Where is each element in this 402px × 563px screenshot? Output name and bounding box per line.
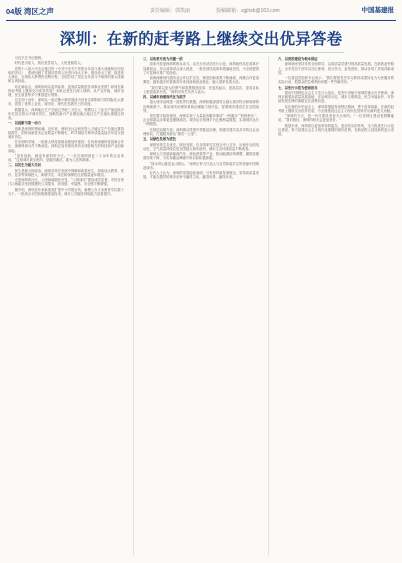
article-paragraph: 在光明科学城，一批重大科技基础设施加快建设；在河套深港科技创新合作区，深港科研合作不断深化。深圳正加快建设具有全球影响力的科技和产业创新高地。: [8, 140, 124, 153]
article-paragraph: 前海深港现代服务业合作区扩区后，制度创新成果不断涌现，深港合作更加紧密。越来越多的香港青年来到前海创业就业，融入国家发展大局。: [143, 76, 259, 85]
editor-credit: 责任编辑：郭凯丽: [150, 8, 191, 14]
article-paragraph: 民生是最大的政治。深圳坚持在发展中保障和改善民生，持续加大教育、医疗、住房等领域投入，新增学位、床位和保障性住房数量逐年增加。: [8, 168, 124, 177]
article-paragraph: 业内人士认为，深圳的发展经验表明，只有坚持新发展理念，坚持高质量发展，才能在激烈的城市竞争中赢得主动、赢得优势、赢得未来。: [143, 171, 259, 180]
column-separator: [133, 56, 134, 556]
newspaper-logo: 中国基建报: [361, 7, 394, 14]
headline-divider: [58, 52, 344, 53]
article-paragraph: “绿水青山就是金山银山。”深圳正努力打造人与自然和谐共生的美丽中国典范城市。: [143, 161, 259, 170]
article-paragraph: 一、以创新为第一动力: [8, 121, 41, 126]
article-paragraph: 党的十八届六中全会通过的《中共中央关于党的百年奋斗重大成就和历史经验的决议》，系统回顾了党团结带领人民进行伟大斗争、建设伟大工程、推进伟大事业、实现伟大梦想的光辉历程，全面总结了党在百年奋斗中取得的重大成就和宝贵经验。: [8, 66, 124, 84]
article-paragraph: 过去四十余年，深圳从一座边陲小镇发展成为具有全球影响力的国际化大都市，创造了世界工业化、城市化、现代化发展史上的奇迹。: [8, 98, 124, 107]
article-column-1: [8, 56, 124, 556]
article-headline: 深圳：在新的赶考路上继续交出优异答卷: [59, 30, 343, 48]
section-label: 04版 湾区之声: [6, 7, 54, 16]
column-separator: [268, 56, 269, 556]
article-paragraph: 四、以城市治理现代化为抓手: [143, 95, 186, 99]
article-paragraph: 站在新的历史起点上，深圳将继续发扬特区精神，勇于改革创新，在新的赶考路上继续交出优异答卷，为全面建设社会主义现代化国家作出新的更大贡献。: [278, 104, 394, 113]
article-paragraph: 走进深圳的社区，公园绿地随处可见，“公园城市”建设成效显著。市民在家门口就能享受到便捷的公共服务，获得感、幸福感、安全感不断增强。: [8, 178, 124, 187]
article-paragraph: 创新是深圳的根和魂。近年来，深圳全社会研发投入占地区生产总值比重持续提升，国家高新技术企业数量不断增长，PCT国际专利申请量连续多年居全国城市首位。: [8, 126, 124, 139]
article-paragraph: 时代是出卷人，我们是答卷人，人民是阅卷人。: [14, 61, 84, 66]
article-paragraph: 在基层治理方面，深圳推动党建引领基层治理，构建共建共治共享的社会治理格局，打通服务群众“最后一公里”。: [143, 127, 259, 136]
contact-email: 投稿邮箱：zgjhsb@163.com: [216, 8, 280, 14]
article-paragraph: 站在新起点，深圳如何以更高标准、更高质量推进各项事业发展？如何在新的赶考路上继续交出优异答卷？本报记者近日深入调研，从产业升级、城市治理、民生改善等多个维度进行观察。: [8, 84, 124, 97]
article-paragraph: 深圳大力发展新能源汽车、绿色建筑等产业，推动能源结构调整，碳排放强度持续下降，为实现碳达峰碳中和目标积极探索。: [143, 152, 259, 161]
article-paragraph: 改革开放是深圳的根本动力。从先行先试到先行示范，深圳始终站在改革开放最前沿。综合改革试点深入推进，一批首创性改革举措落地见效，为全国提供了可复制可推广的经验。: [143, 62, 259, 75]
masthead: [0, 0, 402, 22]
article-paragraph: 超大城市治理是一道世界性难题。深圳积极探索符合超大城市特点和规律的治理新路子，推动城市治理体系和治理能力现代化，智慧城市建设走在全国前列。: [143, 100, 259, 113]
article-paragraph: 六、以党的建设为根本保证: [278, 57, 318, 61]
article-paragraph: 建设中国特色社会主义先行示范区，是党中央赋予深圳的重大历史使命。深圳正朝着高质量发展高地、法治城市示范、城市文明典范、民生幸福标杆、可持续发展先锋的战略定位奋勇前进。: [278, 90, 394, 104]
article-paragraph: “深圳的今天，是一代代建设者奋斗出来的。”一位老特区建设者感慨地说，“我们相信，深圳的明天会更加美好。”: [278, 114, 394, 123]
article-paragraph: 七、以先行示范为使命担当: [278, 85, 318, 90]
article-column-2: [143, 56, 259, 556]
article-paragraph: 深圳坚持生态优先、绿色发展，在全国率先实现全市公交车、出租车全面电动化，空气质量持续位居全国超大城市前列，城市生态环境质量不断改善。: [143, 142, 259, 151]
article-paragraph: 二、以民生为最大关切: [8, 163, 41, 168]
article-paragraph: 一位基层党组织书记表示：“我们要把党史学习教育成果转化为为民服务的实际行动，把群众的急难愁盼问题一件件解决好。”: [278, 76, 394, 85]
article-paragraph: 据介绍，深圳近年来新建改扩建中小学数百所，新增公办义务教育学位数十万个，一批高水平医院相继建成投用，城市公共服务供给能力显著提升。: [8, 187, 124, 196]
article-paragraph: 深圳始终坚持党的全面领导，以高质量党建引领高质量发展。在新的赶考路上，全市党员干部牢记初心使命，担当作为，奋发进取，推动各项工作取得新成效。: [278, 62, 394, 75]
masthead-divider: [6, 20, 396, 21]
article-paragraph: 依托数字政府建设，深圳实现了大量政务服务事项“一网通办”“秒批秒办”，企业和群众办事更加便捷高效。城市运行管理平台汇聚海量数据，实现城市运行一网统管。: [143, 114, 259, 127]
article-paragraph: 习近平总书记强调，: [14, 56, 45, 60]
article-paragraph: 展望未来，深圳将以更加昂扬的姿态、更加务实的作风，全力推进先行示范区建设，努力创建社会主义现代化强国的城市范例，在新征程上创造新的更大奇迹。: [278, 123, 394, 136]
article-paragraph: 三、以改革开放为关键一招: [143, 57, 183, 61]
article-paragraph: “我们要以更大的勇气和智慧推进改革，在更高起点、更高层次、更高目标上推进改革开放。”深圳市有关负责人表示。: [143, 85, 259, 94]
article-paragraph: 数据显示，深圳地区生产总值已突破三万亿元，规模以上工业总产值连续多年位居全国大中城市首位，战略性新兴产业增加值占地区生产总值比重超过四成。: [8, 107, 124, 120]
article-paragraph: “没有创新，就没有深圳的今天。”一位在深圳创业二十余年的企业家说，“这座城市最宝贵的，是敢闯敢试、敢为人先的精神。”: [8, 153, 124, 163]
article-column-3: [278, 56, 394, 556]
article-paragraph: 五、以绿色发展为底色: [143, 137, 176, 142]
